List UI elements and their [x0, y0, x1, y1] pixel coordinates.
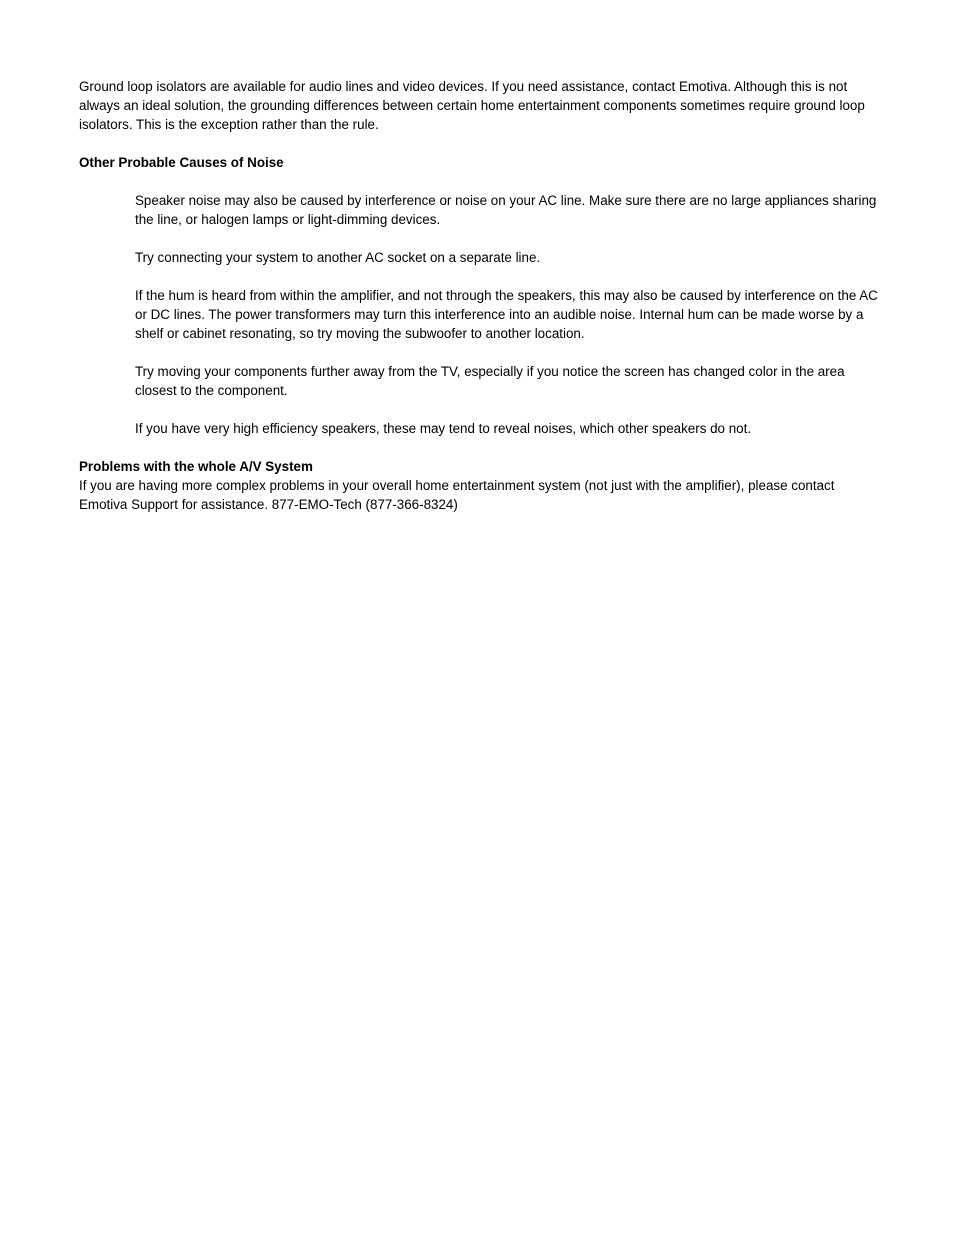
av-system-support-paragraph: If you are having more complex problems in your overall home entertainment system (not just with the amplifier), please contact Emotiva Support for assistance. 877-EMO-Tech (877-366-8324) — [79, 478, 835, 512]
noise-cause-ac-line: Speaker noise may also be caused by interference or noise on your AC line. Make sure there are no large appliances sharing the line, or halogen lamps or light-dimming devices. — [135, 193, 877, 227]
noise-cause-high-efficiency-speakers: If you have very high efficiency speakers, these may tend to reveal noises, which other speakers do not. — [135, 421, 752, 436]
noise-cause-separate-socket: Try connecting your system to another AC socket on a separate line. — [135, 250, 541, 265]
intro-paragraph: Ground loop isolators are available for audio lines and video devices. If you need assistance, contact Emotiva. Although this is not always an ideal solution, the grounding differences between certain home entertainment components sometimes require ground loop isolators. This is the exception rather than the rule. — [79, 79, 865, 132]
noise-cause-tv-distance: Try moving your components further away from the TV, especially if you notice the screen has changed color in the area closest to the component. — [135, 364, 845, 398]
section-heading-noise-causes: Other Probable Causes of Noise — [79, 155, 284, 170]
page-content — [79, 77, 879, 514]
noise-cause-amplifier-hum: If the hum is heard from within the amplifier, and not through the speakers, this may also be caused by interference on the AC or DC lines. The power transformers may turn this interference into an audible noise. Internal hum can be made worse by a shelf or cabinet resonating, so try moving the subwoofer to another location. — [135, 288, 878, 341]
noise-causes-list — [135, 191, 879, 438]
section-heading-av-system: Problems with the whole A/V System — [79, 459, 313, 474]
